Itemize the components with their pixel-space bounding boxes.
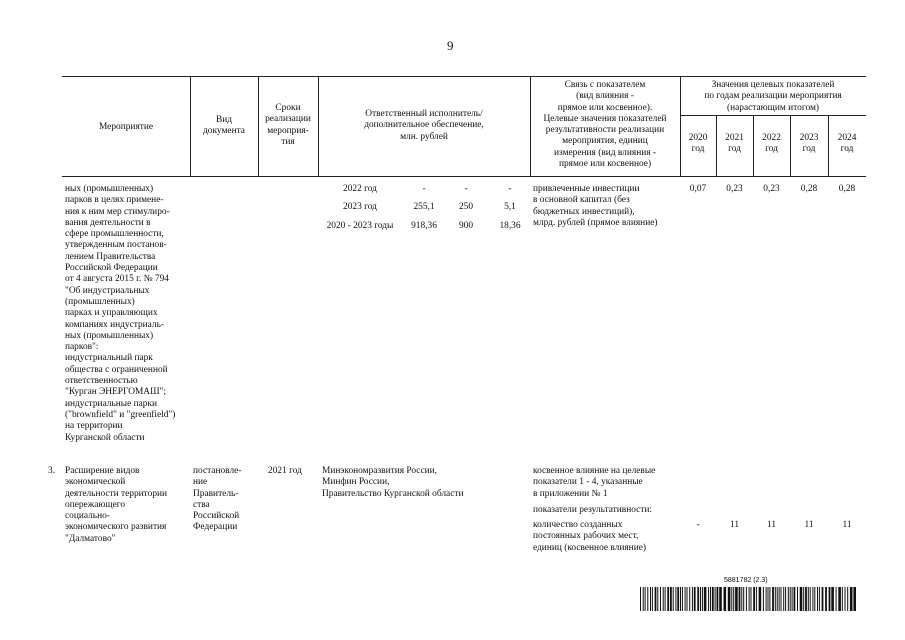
funding-period: 2020 - 2023 годы [326,221,394,231]
page-number: 9 [447,38,454,53]
funding-value: - [508,184,512,194]
header-target-values: Значения целевых показателей по годам реализации мероприятия (нарастающим итогом) [704,80,842,113]
header-measure: Мероприятие [98,122,154,132]
measure-text: Расширение видов экономической деятельности территории опережающего социально- экономического развития "Далматово" [65,466,168,544]
value-2021: 11 [729,520,740,530]
barcode-number: 5881782 (2.3) [724,577,768,584]
link-subheading: показатели результативности: [533,505,653,515]
document-type: постановле- ние Правитель- ства Российской Федерации [193,466,242,533]
value-2023: 11 [804,520,814,530]
header-year-2021: 2021 год [725,133,744,155]
funding-period: 2023 год [343,202,377,212]
value-2020: 0,07 [689,184,707,194]
funding-total: 918,36 [411,221,437,231]
value-2020: - [696,520,700,530]
funding-value: 18,36 [499,221,521,231]
header-doc-type: Вид документа [203,115,245,137]
funding-period: 2022 год [343,184,377,194]
value-2024: 0,28 [838,184,856,194]
indicator-text: привлеченные инвестиции в основной капитал (без бюджетных инвестиций), млрд. рублей (прямое влияние) [533,184,658,228]
executor: Минэкономразвития России, Минфин России, Правительство Курганской области [322,466,464,499]
value-2021: 0,23 [726,184,743,194]
indicator-text: количество созданных постоянных рабочих мест, единиц (косвенное влияние) [533,520,647,553]
measure-text: ных (промышленных) парков в целях примене- ния к ним мер стимулиро- вания деятельности в сфере промышленности, утвержденным постанов- лением Правительства Российской Федерации от 4 августа 2015 г. № 794 "Об индустриальных (промышленных) парках и управляющих компаниях индустриаль- ных (промышленных) парков": индустриальный парк общества с ограниченной ответственностью "Курган ЭНЕРГОМАШ"; индустриальные парки ("brownfield" и "greenfield") на территории Курганской области [65,184,176,443]
header-link: Связь с показателем (вид влияния - прямое или косвенное). Целевые значения показателей результативности реализации мероприятия, единиц измерения (вид влияния - прямое или косвенное) [543,80,667,170]
header-executor: Ответственный исполнитель/ дополнительное обеспечение, млн. рублей [364,109,484,142]
funding-value: 900 [458,221,474,231]
header-year-2023: 2023 год [799,133,819,155]
value-2022: 11 [766,520,777,530]
term: 2021 год [268,466,302,476]
value-2024: 11 [842,520,852,530]
value-2022: 0,23 [763,184,780,194]
funding-total: - [422,184,426,194]
barcode-icon [640,587,856,611]
funding-value: 250 [458,202,474,212]
funding-value: - [464,184,468,194]
header-year-2024: 2024 год [837,133,857,155]
funding-total: 255,1 [413,202,435,212]
funding-value: 5,1 [504,202,516,212]
header-term: Сроки реализации мероприя- тия [265,103,311,147]
header-year-2020: 2020 год [688,133,708,155]
value-2023: 0,28 [800,184,818,194]
row-number: 3. [48,466,56,476]
header-year-2022: 2022 год [762,133,781,155]
link-text: косвенное влияние на целевые показатели 1 - 4, указанные в приложении № 1 [533,466,656,499]
